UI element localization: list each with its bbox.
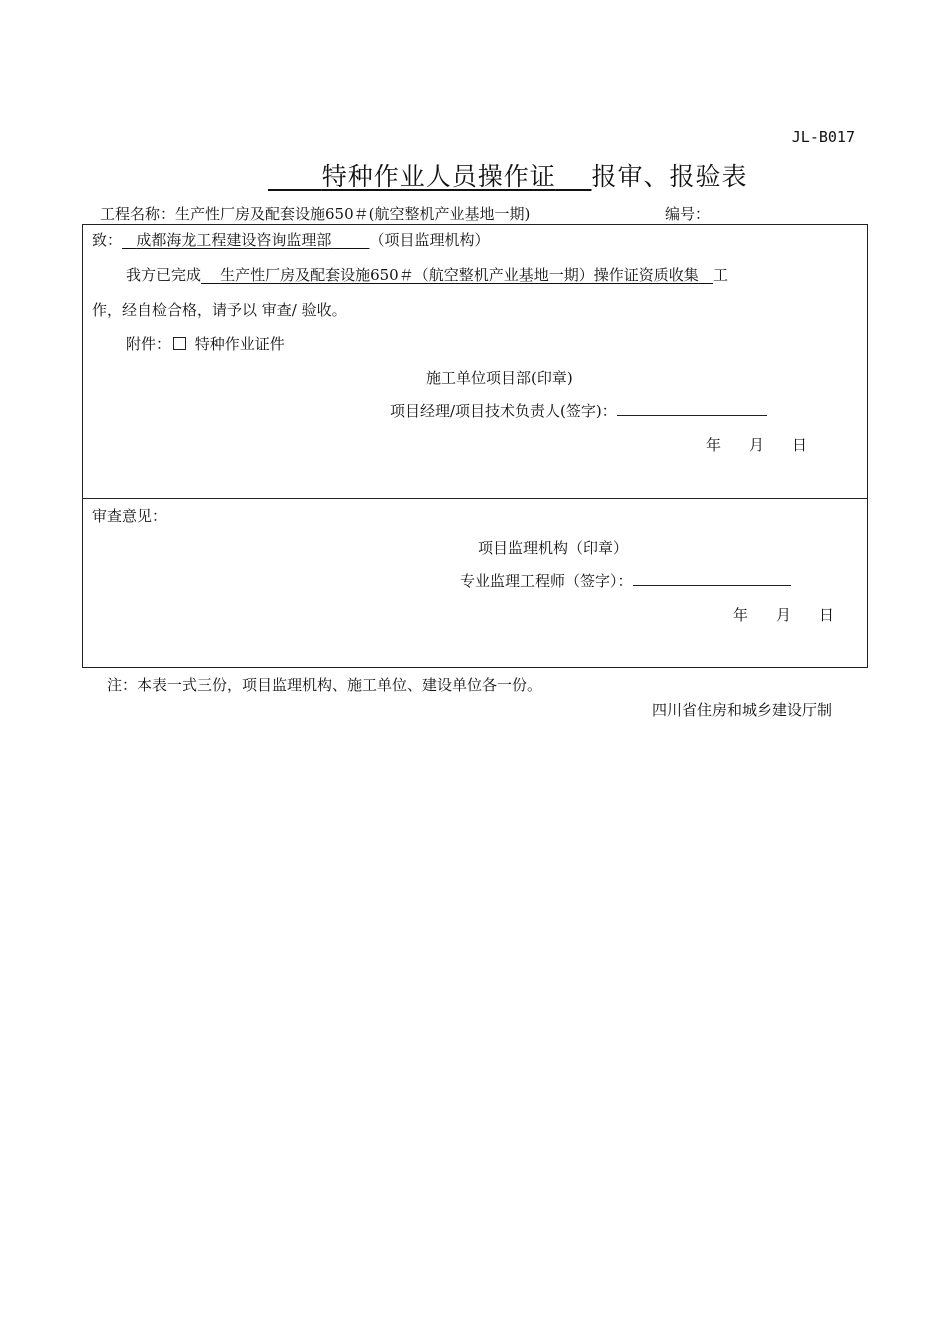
title-rest: 报审、报验表: [591, 162, 748, 191]
date-row-2: [733, 604, 834, 625]
page-title: [268, 157, 748, 193]
issuer: 四川省住房和城乡建设厅制: [651, 701, 832, 719]
footnote: 注：本表一式三份，项目监理机构、施工单位、建设单位各一份。: [107, 676, 543, 694]
engineer-sign-line[interactable]: [633, 571, 791, 586]
section-divider: [83, 498, 867, 499]
attachment-item: 特种作业证件: [194, 335, 285, 353]
engineer-sign-row: [460, 570, 791, 591]
attachment-row: [126, 333, 285, 354]
project-label: 工程名称：: [100, 205, 176, 223]
form-table: [82, 224, 868, 668]
form-code: JL-B017: [791, 128, 855, 146]
to-label: 致：: [92, 231, 123, 249]
to-org: 成都海龙工程建设咨询监理部: [136, 231, 332, 249]
title-underlined: 特种作业人员操作证: [321, 162, 556, 191]
date-year: 年: [706, 436, 722, 454]
number-label: 编号：: [665, 205, 711, 223]
project-name: 生产性厂房及配套设施650＃(航空整机产业基地一期): [175, 205, 531, 223]
attachment-checkbox[interactable]: [173, 337, 186, 350]
manager-sign-label: 项目经理/项目技术负责人(签字)：: [390, 402, 617, 420]
body-row-1: [126, 264, 728, 285]
opinion-label: 审查意见：: [92, 507, 168, 525]
engineer-sign-label: 专业监理工程师（签字）：: [460, 572, 633, 590]
date-year-2: 年: [733, 606, 749, 624]
to-row: [92, 229, 490, 250]
body-work: 生产性厂房及配套设施650＃（航空整机产业基地一期）操作证资质收集: [220, 266, 699, 284]
manager-sign-row: [390, 400, 767, 421]
supervisor-stamp: 项目监理机构（印章）: [478, 539, 629, 557]
date-row-1: [706, 434, 807, 455]
project-row: [100, 203, 530, 224]
manager-sign-line[interactable]: [617, 401, 767, 416]
to-suffix: （项目监理机构）: [369, 231, 490, 249]
date-day-2: 日: [819, 606, 835, 624]
contractor-stamp: 施工单位项目部(印章): [426, 369, 573, 387]
date-month-2: 月: [776, 606, 792, 624]
date-month: 月: [749, 436, 765, 454]
attachment-label: 附件：: [126, 335, 172, 353]
body-row-2: 作，经自检合格，请予以 审查/ 验收。: [92, 301, 347, 319]
body-suffix: 工: [713, 266, 729, 284]
date-day: 日: [792, 436, 808, 454]
body-prefix: 我方已完成: [126, 266, 202, 284]
